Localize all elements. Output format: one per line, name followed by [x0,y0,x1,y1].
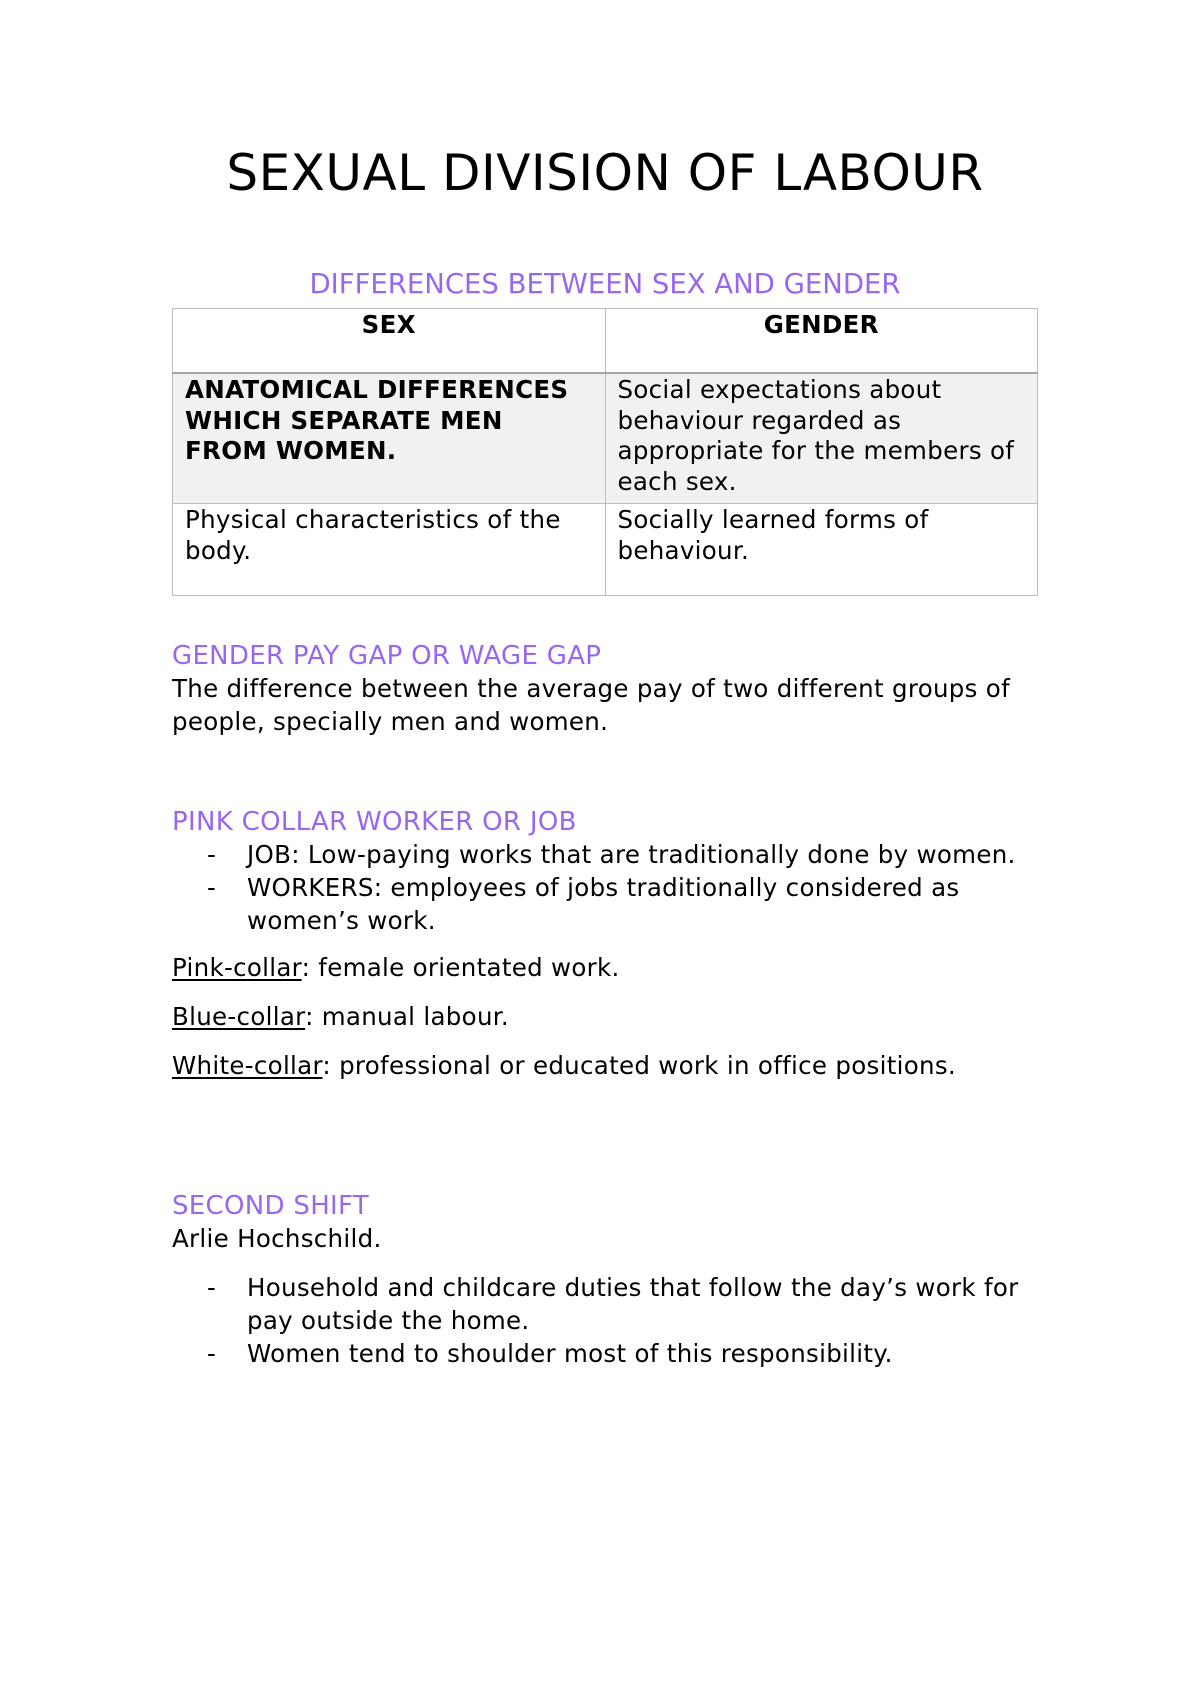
term-definition: : manual labour. [305,1002,509,1031]
table-cell-gender: Socially learned forms of behaviour. [605,504,1038,596]
list-item-text: JOB: Low-paying works that are traditionally done by women. [247,840,1016,869]
table-cell-gender: Social expectations about behaviour regarded as appropriate for the members of each sex. [605,373,1038,504]
second-shift-section [172,1190,1038,1370]
second-shift-heading: SECOND SHIFT [172,1191,369,1221]
list-item-text: Household and childcare duties that follow the day’s work for pay outside the home. [247,1273,1019,1335]
dash-bullet: - [207,1339,217,1368]
term-line-pink [172,951,1038,984]
term-label: White-collar [172,1051,323,1080]
second-shift-list [172,1271,1038,1370]
dash-bullet: - [207,1273,217,1302]
table-row [173,373,1038,504]
list-item [172,1337,1038,1370]
term-label: Blue-collar [172,1002,306,1031]
pink-collar-section [172,806,1038,1082]
table-cell-sex: Physical characteristics of the body. [173,504,606,596]
sex-gender-table [172,308,1038,596]
column-header-sex: SEX [173,309,606,374]
table-header-row [173,309,1038,374]
document-title: SEXUAL DIVISION OF LABOUR [226,144,984,202]
second-shift-author: Arlie Hochschild. [172,1224,382,1253]
list-item [172,1271,1038,1337]
pink-collar-list [172,838,1038,937]
list-item-text: WORKERS: employees of jobs traditionally considered as women’s work. [247,873,960,935]
table-cell-sex: ANATOMICAL DIFFERENCES WHICH SEPARATE MEN FROM WOMEN. [173,373,606,504]
term-line-white [172,1049,1038,1082]
list-item [172,838,1038,871]
sex-gender-heading: DIFFERENCES BETWEEN SEX AND GENDER [309,268,901,300]
term-line-blue [172,1000,1038,1033]
dash-bullet: - [207,873,217,902]
pay-gap-section [172,640,1038,738]
column-header-gender: GENDER [605,309,1038,374]
list-item [172,871,1038,937]
list-item-text: Women tend to shoulder most of this responsibility. [247,1339,893,1368]
dash-bullet: - [207,840,217,869]
table-row [173,504,1038,596]
term-definition: : professional or educated work in office positions. [322,1051,956,1080]
term-label: Pink-collar [172,953,302,982]
pink-collar-heading: PINK COLLAR WORKER OR JOB [172,807,577,837]
pay-gap-heading: GENDER PAY GAP OR WAGE GAP [172,641,602,671]
term-definition: : female orientated work. [301,953,620,982]
pay-gap-definition: The difference between the average pay of two different groups of people, specially men and women. [172,674,1011,736]
